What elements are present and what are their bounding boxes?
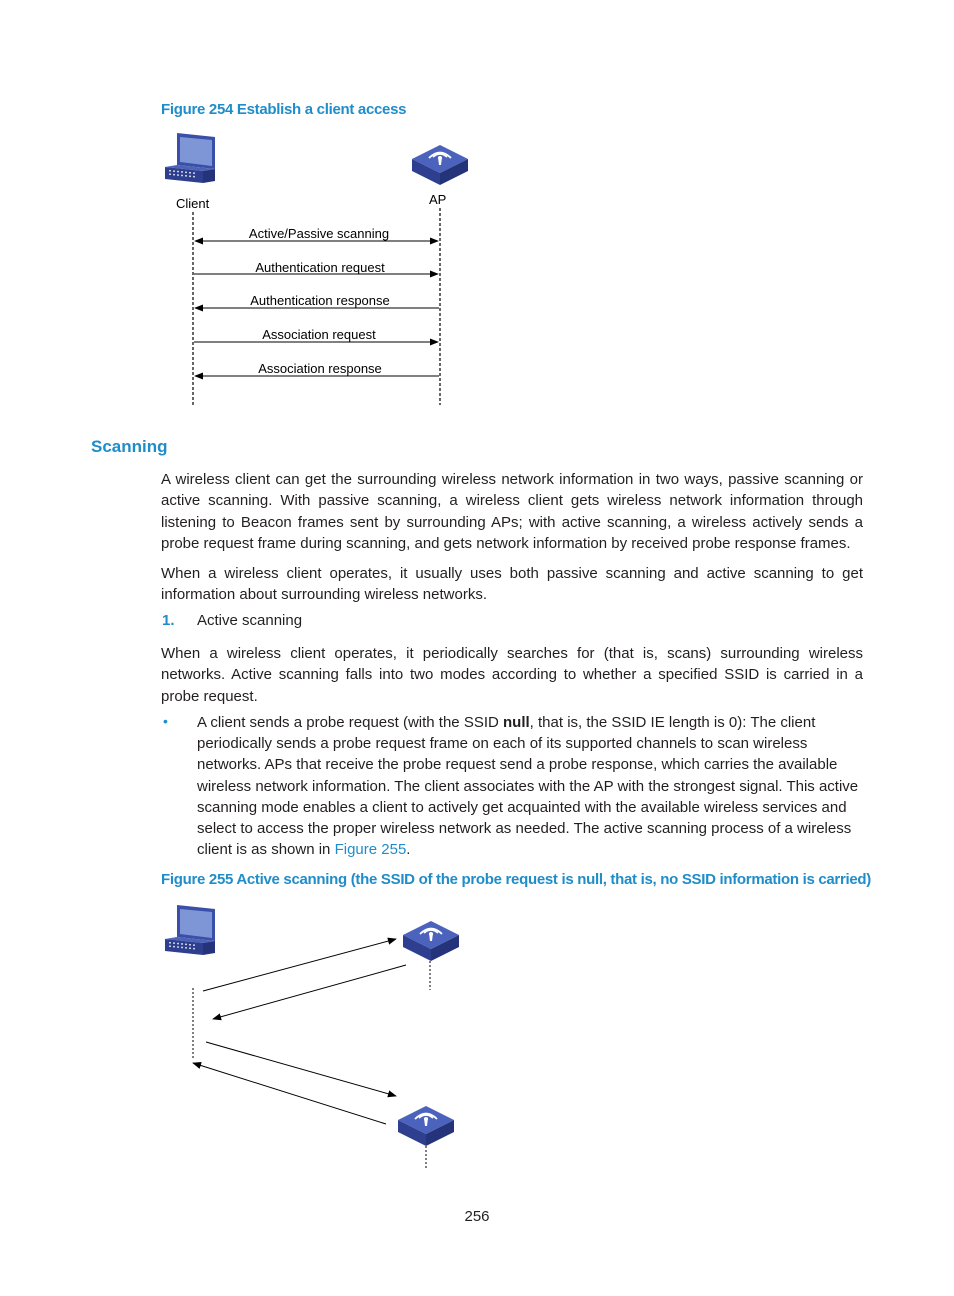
msg-label-auth-response: Authentication response [250,293,390,308]
msg-label-assoc-response: Association response [258,361,382,376]
client-label: Client [176,196,210,211]
bullet-text-bold: null [503,714,530,731]
bullet-text-end: . [406,841,411,859]
paragraph-1: A wireless client can get the surrounding wireless network information in two ways, passive scanning or active scanning. With passive scanning, a wireless client gets wireless network information through listening to Beacon frames sent by surrounding APs; with active scanning, a wireless actively sends a probe request frame during scanning, and gets network information by received probe response frames. [161,471,863,552]
bullet-dot: • [163,713,168,729]
ap-device-icon-2 [398,1106,454,1146]
list-item-active-scanning: Active scanning [197,612,303,629]
section-title: Scanning [91,437,168,456]
paragraph-2: When a wireless client operates, it usually uses both passive scanning and active scanning to get information about surrounding wireless networks. [161,565,863,604]
figure-255-link[interactable]: Figure 255 [334,841,407,859]
ap-device-icon-1 [403,921,459,961]
probe-request-arrow-2 [206,1042,396,1096]
figure-254-caption: Figure 254 Establish a client access [161,101,407,118]
probe-response-arrow-2 [193,1063,386,1124]
msg-label-auth-request: Authentication request [255,260,385,275]
paragraph-3: When a wireless client operates, it periodically searches for (that is, scans) surrounding wireless networks. Active scanning falls into two modes according to whether a specified SSID is carried in a probe request. [161,645,863,705]
ap-label: AP [429,192,447,207]
list-number: 1. [162,612,175,629]
page-number: 256 [464,1208,490,1225]
msg-label-scanning: Active/Passive scanning [248,226,390,241]
bullet-text-post: , that is, the SSID IE length is 0): The client periodically sends a probe request frame on each of its supported channels to scan wireless networks. APs that receive the probe request send a probe response, which carries the available wireless network information. The client associates with the AP with the strongest signal. This active scanning mode enables a client to actively get acquainted with the available wireless services and select to access the proper wireless network as needed. The active scanning process of a wireless client is as shown in [197,714,859,859]
probe-request-arrow-1 [203,939,396,991]
bullet-text-pre: A client sends a probe request (with the SSID [197,714,503,731]
client-laptop-icon [165,905,215,955]
probe-response-arrow-1 [213,965,406,1019]
figure-255-caption: Figure 255 Active scanning (the SSID of the probe request is null, that is, no SSID information is carried) [161,871,871,888]
msg-label-assoc-request: Association request [262,327,376,342]
